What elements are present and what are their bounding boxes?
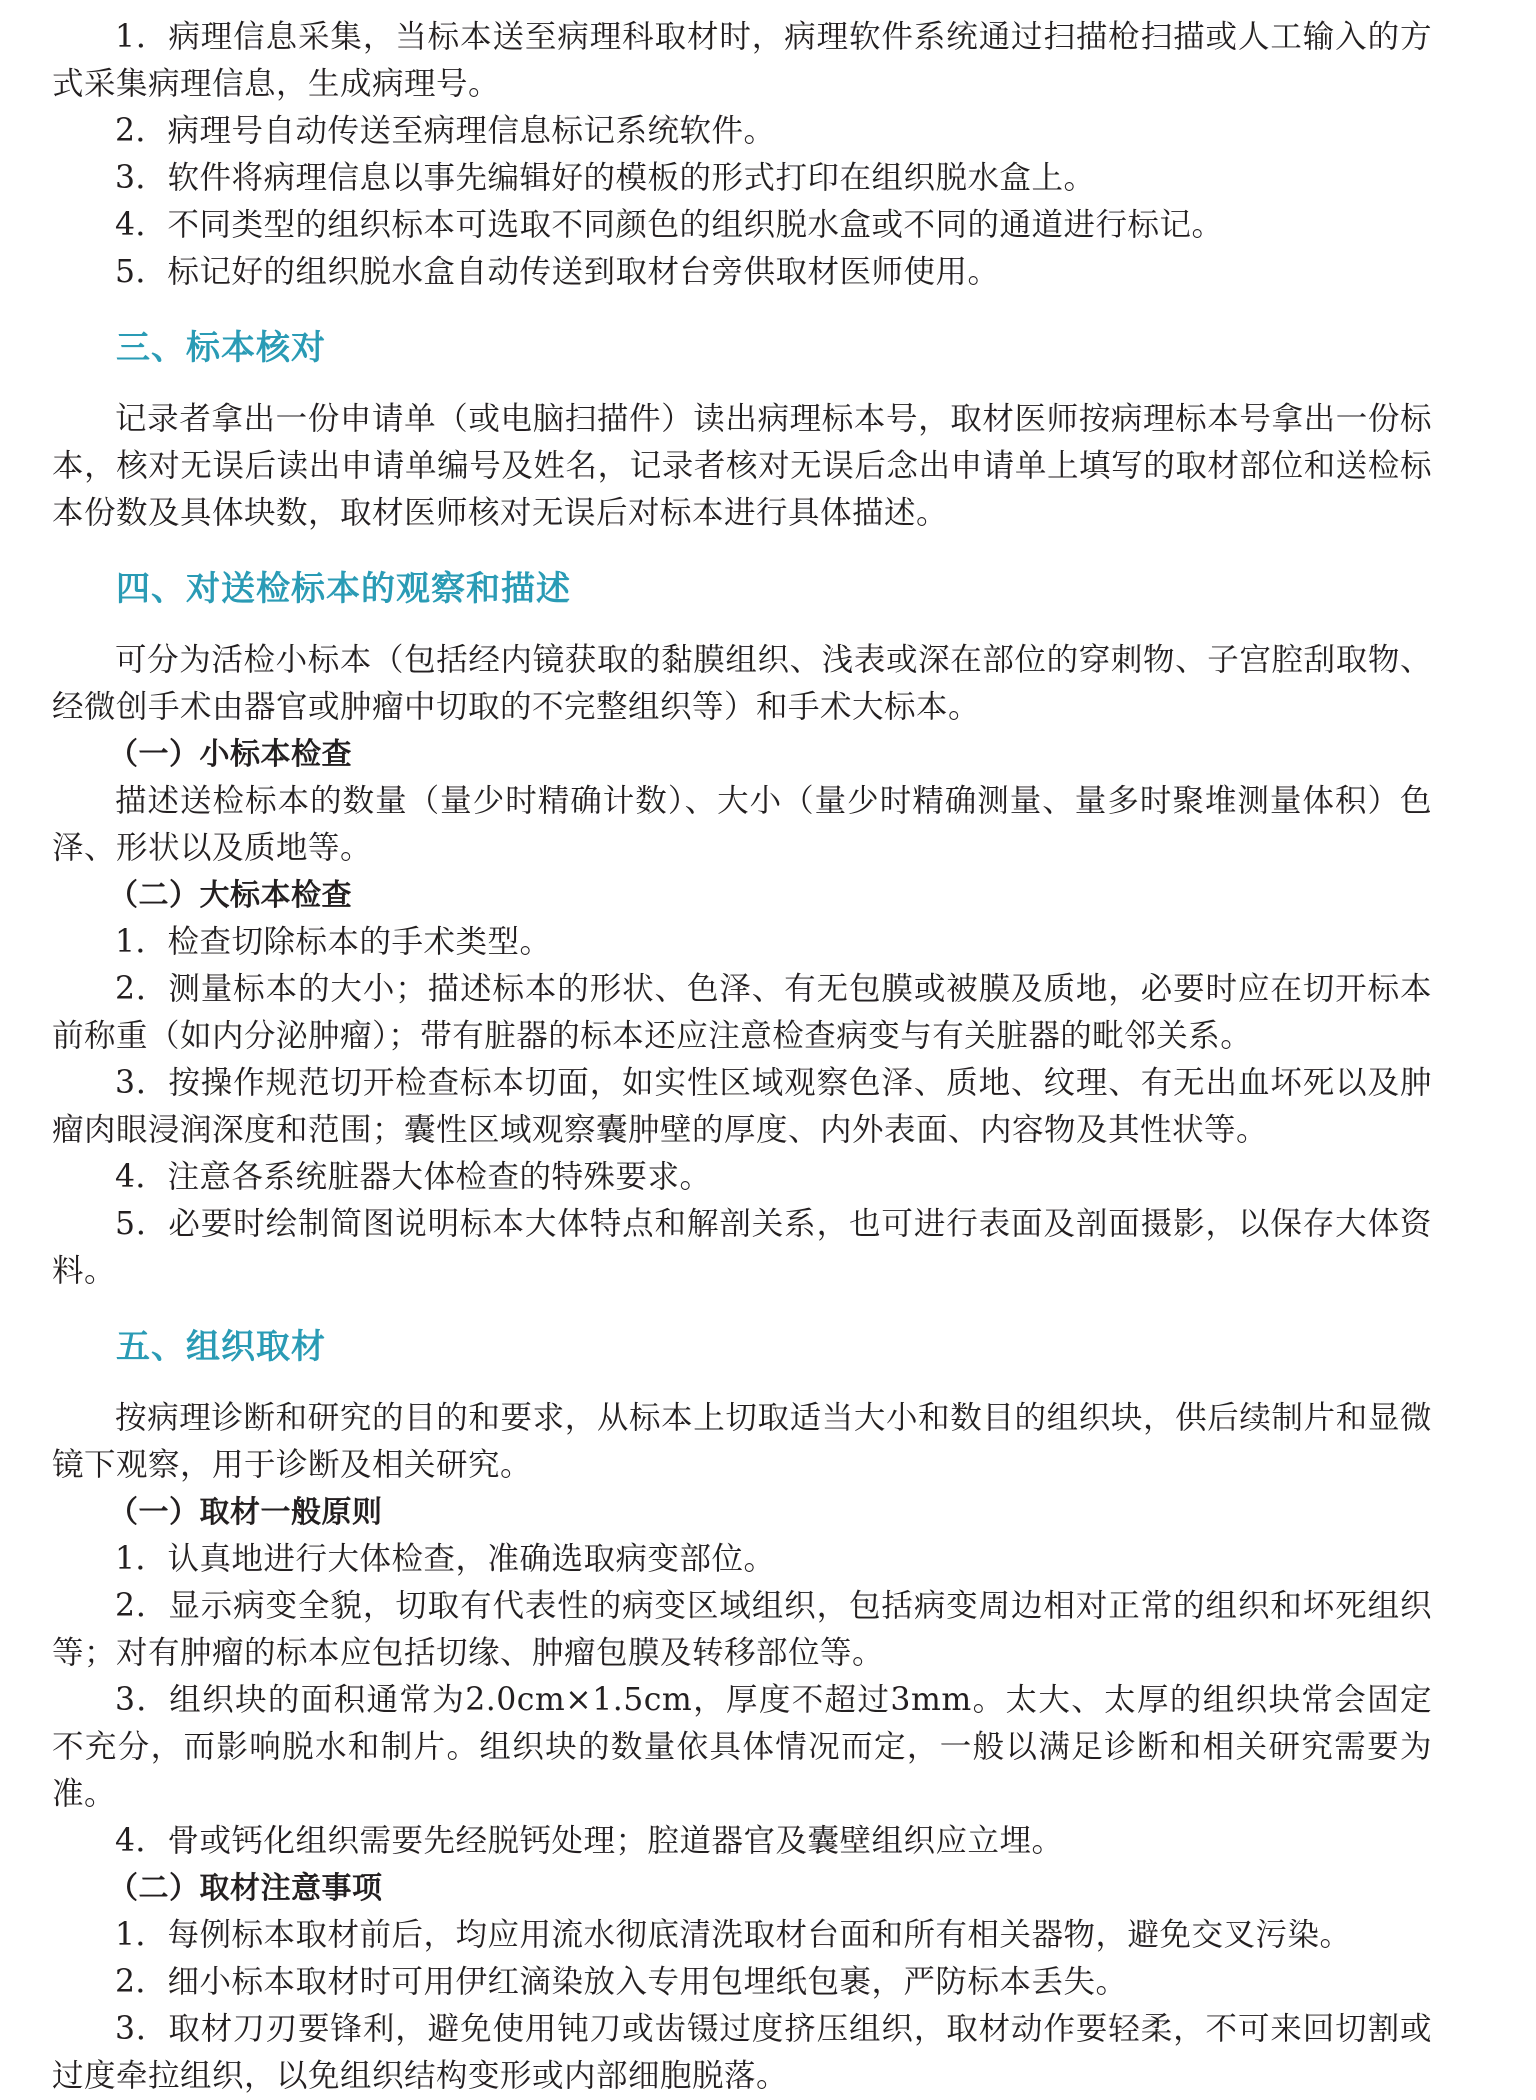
section-heading-sampling: 五、组织取材: [116, 1327, 326, 1367]
intro-item-4: 4．不同类型的组织标本可选取不同颜色的组织脱水盒或不同的通道进行标记。: [115, 207, 1224, 243]
intro-item-1: 1．病理信息采集，当标本送至病理科取材时，病理软件系统通过扫描枪扫描或人工输入的方式采集病理信息，生成病理号。: [52, 19, 1432, 102]
sampling-principle-item-2: 2．显示病变全貌，切取有代表性的病变区域组织，包括病变周边相对正常的组织和坏死组织等；对有肿瘤的标本应包括切缘、肿瘤包膜及转移部位等。: [52, 1588, 1432, 1671]
subheading-small-specimen: （一）小标本检查: [108, 737, 352, 772]
sampling-precaution-item-2: 2．细小标本取材时可用伊红滴染放入专用包埋纸包裹，严防标本丢失。: [115, 1964, 1128, 2000]
subheading-sampling-principles: （一）取材一般原则: [108, 1495, 383, 1530]
sampling-principle-item-4: 4．骨或钙化组织需要先经脱钙处理；腔道器官及囊壁组织应立埋。: [115, 1823, 1064, 1859]
large-specimen-item-3: 3．按操作规范切开检查标本切面，如实性区域观察色泽、质地、纹理、有无出血坏死以及肿瘤肉眼浸润深度和范围；囊性区域观察囊肿壁的厚度、内外表面、内容物及其性状等。: [52, 1065, 1432, 1148]
section-paragraph-specimen-check: 记录者拿出一份申请单（或电脑扫描件）读出病理标本号，取材医师按病理标本号拿出一份标本，核对无误后读出申请单编号及姓名，记录者核对无误后念出申请单上填写的取材部位和送检标本份数及具体块数，取材医师核对无误后对标本进行具体描述。: [52, 401, 1432, 531]
large-specimen-item-1: 1．检查切除标本的手术类型。: [115, 924, 552, 960]
large-specimen-item-5: 5．必要时绘制简图说明标本大体特点和解剖关系，也可进行表面及剖面摄影，以保存大体资料。: [52, 1206, 1432, 1289]
subheading-large-specimen: （二）大标本检查: [108, 878, 352, 913]
sampling-precaution-item-1: 1．每例标本取材前后，均应用流水彻底清洗取材台面和所有相关器物，避免交叉污染。: [115, 1917, 1352, 1953]
sampling-precaution-item-3: 3．取材刀刃要锋利，避免使用钝刀或齿镊过度挤压组织，取材动作要轻柔，不可来回切割或过度牵拉组织，以免组织结构变形或内部细胞脱落。: [52, 2011, 1432, 2094]
paragraph-small-specimen: 描述送检标本的数量（量少时精确计数）、大小（量少时精确测量、量多时聚堆测量体积）色泽、形状以及质地等。: [52, 783, 1432, 866]
intro-item-5: 5．标记好的组织脱水盒自动传送到取材台旁供取材医师使用。: [115, 254, 1000, 290]
large-specimen-item-4: 4．注意各系统脏器大体检查的特殊要求。: [115, 1159, 712, 1195]
intro-item-3: 3．软件将病理信息以事先编辑好的模板的形式打印在组织脱水盒上。: [115, 160, 1096, 196]
section-heading-observation: 四、对送检标本的观察和描述: [116, 569, 571, 609]
subheading-sampling-precautions: （二）取材注意事项: [108, 1871, 383, 1906]
intro-item-2: 2．病理号自动传送至病理信息标记系统软件。: [115, 113, 776, 149]
sampling-principle-item-3: 3．组织块的面积通常为2.0cm×1.5cm，厚度不超过3mm。太大、太厚的组织块常会固定不充分，而影响脱水和制片。组织块的数量依具体情况而定，一般以满足诊断和相关研究需要为准。: [52, 1682, 1432, 1812]
section-heading-specimen-check: 三、标本核对: [116, 328, 326, 368]
section-paragraph-observation: 可分为活检小标本（包括经内镜获取的黏膜组织、浅表或深在部位的穿刺物、子宫腔刮取物、经微创手术由器官或肿瘤中切取的不完整组织等）和手术大标本。: [52, 642, 1432, 725]
sampling-principle-item-1: 1．认真地进行大体检查，准确选取病变部位。: [115, 1541, 776, 1577]
section-paragraph-sampling: 按病理诊断和研究的目的和要求，从标本上切取适当大小和数目的组织块，供后续制片和显微镜下观察，用于诊断及相关研究。: [52, 1400, 1432, 1483]
large-specimen-item-2: 2．测量标本的大小；描述标本的形状、色泽、有无包膜或被膜及质地，必要时应在切开标本前称重（如内分泌肿瘤）；带有脏器的标本还应注意检查病变与有关脏器的毗邻关系。: [52, 971, 1432, 1054]
